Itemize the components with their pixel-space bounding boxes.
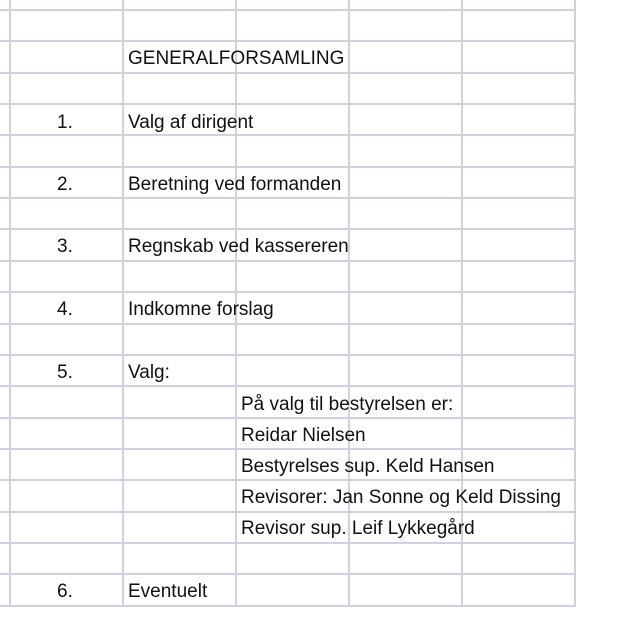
agenda-number-cell[interactable]: 5. — [57, 362, 73, 383]
agenda-number-cell[interactable]: 2. — [57, 174, 73, 195]
election-detail-cell[interactable]: Revisorer: Jan Sonne og Keld Dissing — [241, 487, 562, 508]
agenda-label-cell[interactable]: Valg af dirigent — [128, 112, 254, 133]
agenda-label-cell[interactable]: Valg: — [128, 362, 170, 383]
agenda-label-cell[interactable]: Beretning ved formanden — [128, 174, 342, 195]
sheet-title-cell[interactable]: GENERALFORSAMLING — [128, 48, 345, 69]
agenda-label-cell[interactable]: Indkomne forslag — [128, 299, 274, 320]
election-detail-cell[interactable]: Bestyrelses sup. Keld Hansen — [241, 456, 495, 477]
agenda-number-cell[interactable]: 4. — [57, 299, 73, 320]
election-detail-cell[interactable]: Reidar Nielsen — [241, 425, 366, 446]
election-detail-cell[interactable]: Revisor sup. Leif Lykkegård — [241, 518, 475, 539]
agenda-number-cell[interactable]: 6. — [57, 581, 73, 602]
agenda-number-cell[interactable]: 3. — [57, 236, 73, 257]
agenda-label-cell[interactable]: Eventuelt — [128, 581, 208, 602]
agenda-number-cell[interactable]: 1. — [57, 112, 73, 133]
agenda-label-cell[interactable]: Regnskab ved kassereren — [128, 236, 349, 257]
election-detail-cell[interactable]: På valg til bestyrelsen er: — [241, 394, 454, 415]
